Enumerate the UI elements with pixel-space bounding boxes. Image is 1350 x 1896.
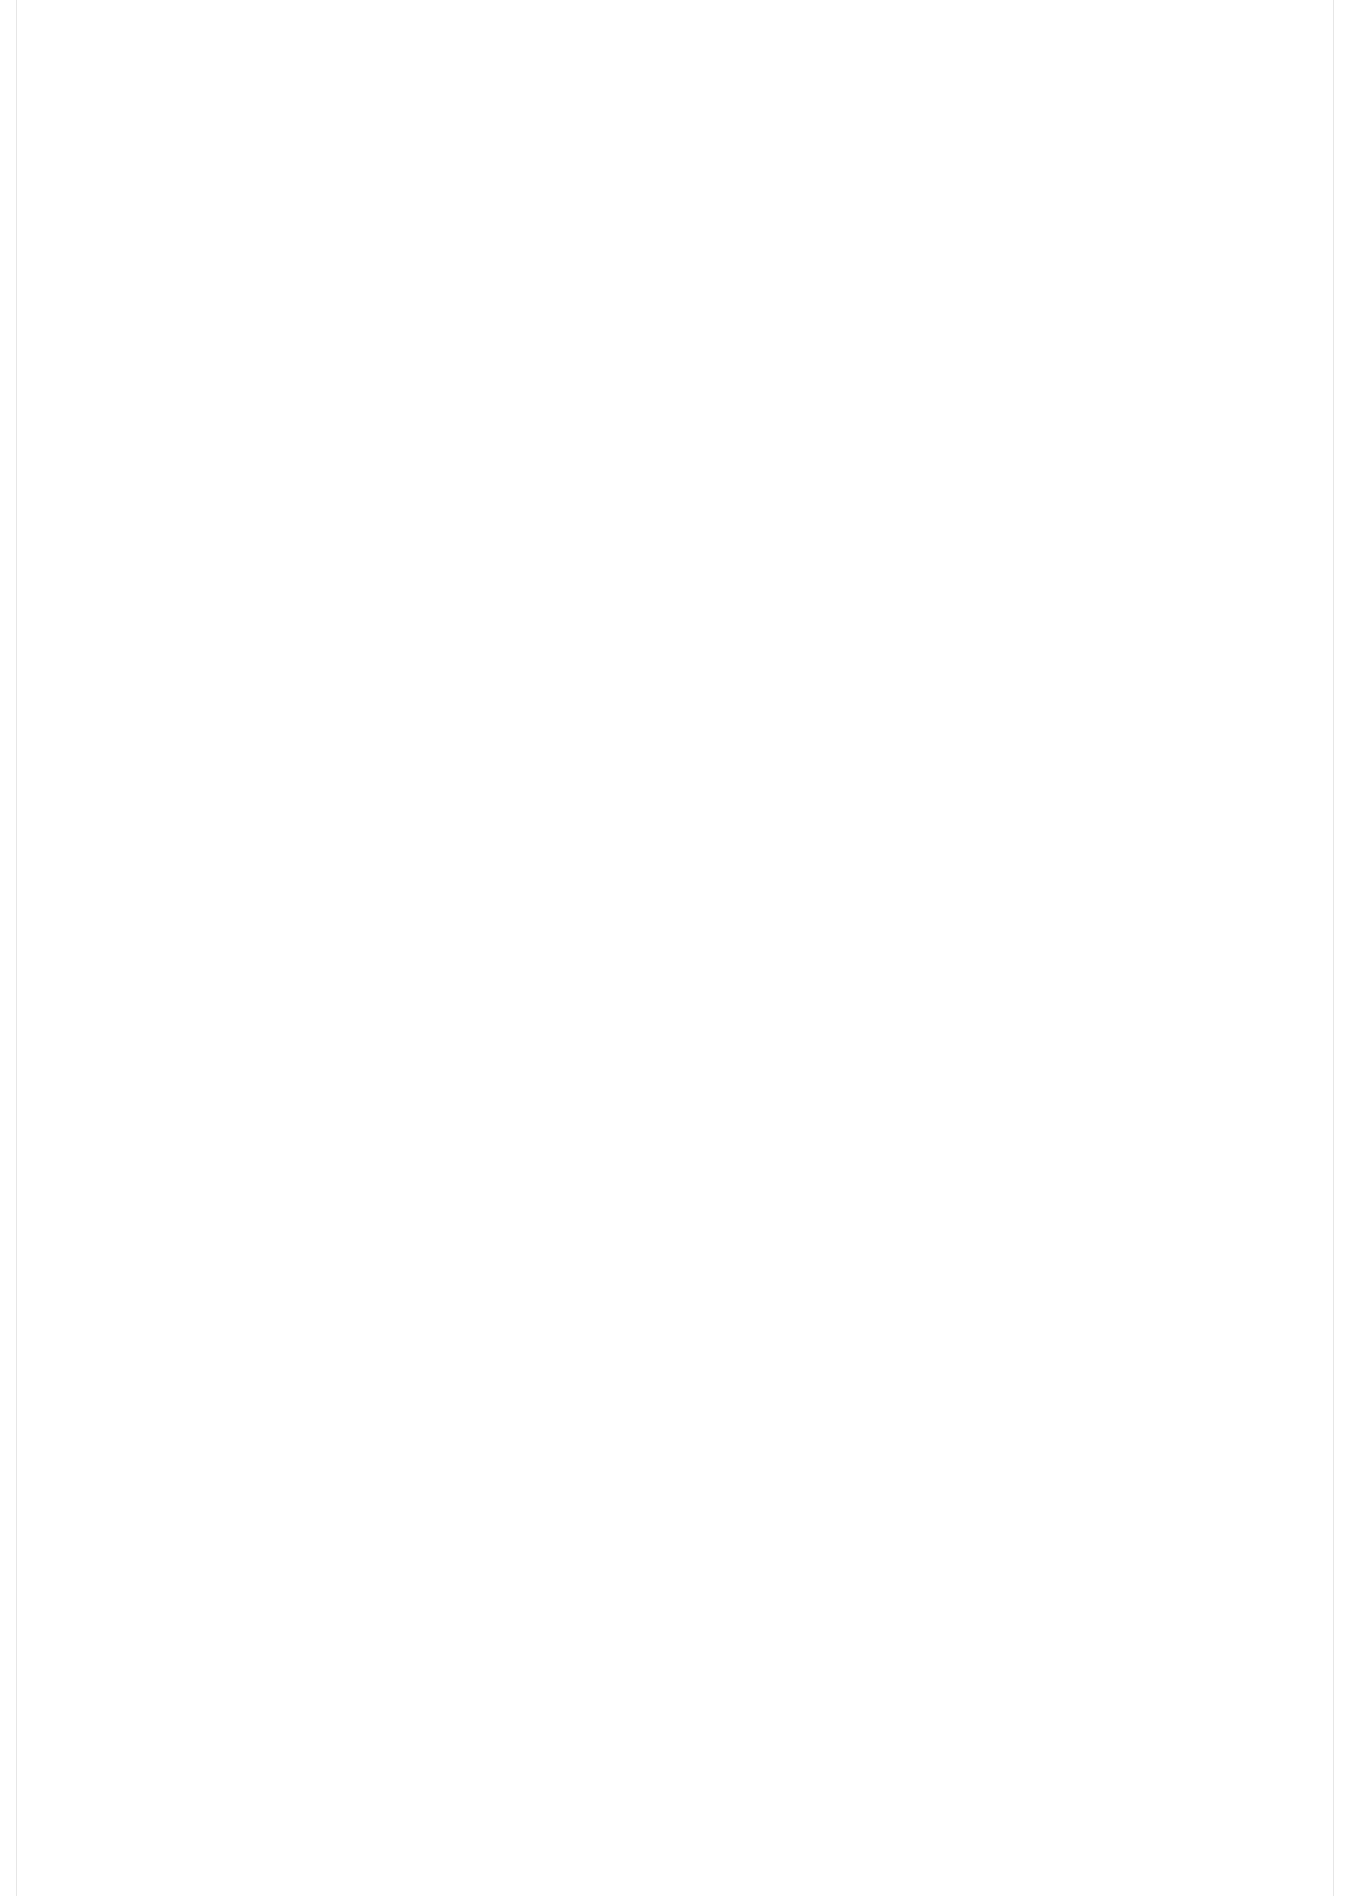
side-watermark-left [3,40,13,1886]
left-edge-line [16,0,17,1896]
right-edge-line [1333,0,1334,1896]
side-watermark-right [1337,40,1347,1886]
